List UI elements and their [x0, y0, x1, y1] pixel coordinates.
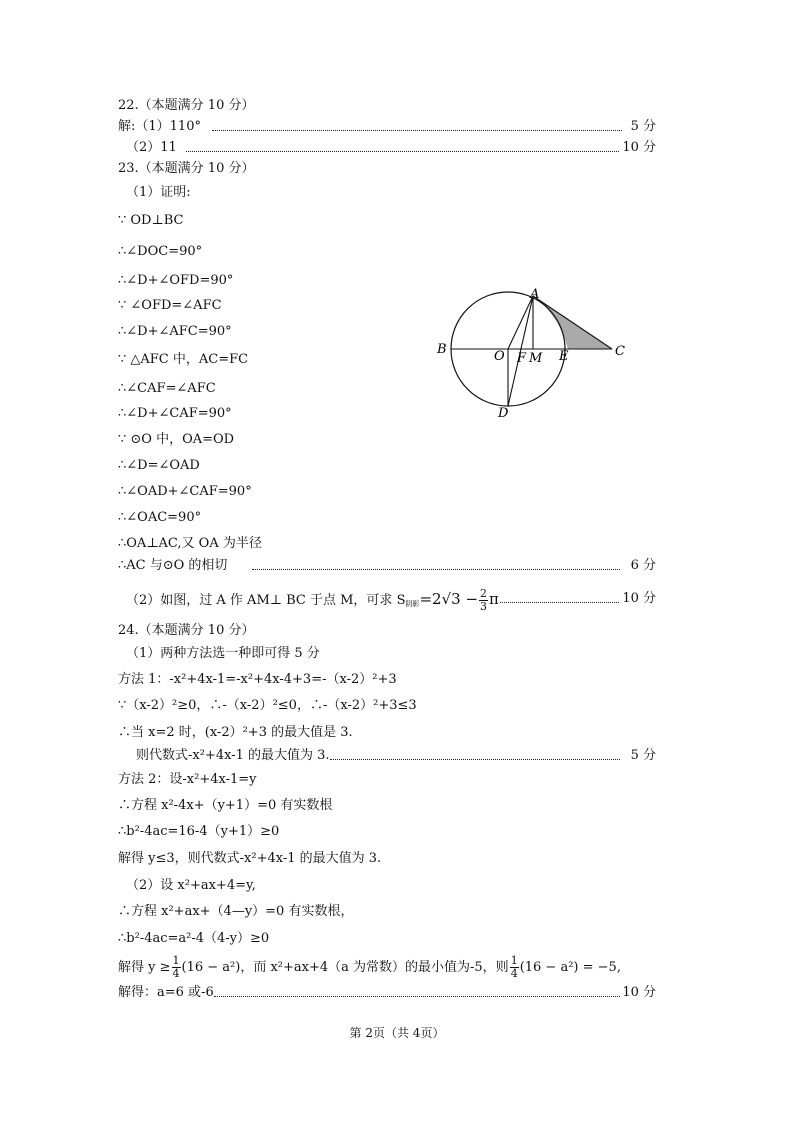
dot-leader: [212, 120, 622, 131]
proof-step: ∵ ∠OFD=∠AFC: [118, 298, 222, 313]
solve-middle: (16 − a²)，而 x²+ax+4（a 为常数）的最小值为-5，则: [181, 960, 509, 975]
q22-answer-1: 解:（1）110°: [118, 119, 201, 134]
dot-leader: [500, 592, 619, 603]
proof-step: ∴OA⊥AC,又 OA 为半径: [118, 536, 262, 551]
proof-step: ∵ △AFC 中，AC=FC: [118, 352, 249, 367]
proof-step: ∵ OD⊥BC: [118, 213, 184, 228]
method1-line: ∴当 x=2 时，(x-2）²+3 的最大值是 3.: [118, 725, 353, 740]
q22-points-1: 5 分: [630, 119, 656, 134]
part2-text: （2）如图，过 A 作 AM⊥ BC 于点 M，可求 S: [126, 593, 406, 608]
q23-part1: （1）证明:: [126, 185, 191, 200]
part2-line: （2）设 x²+ax+4=y,: [126, 878, 256, 893]
dot-leader: [186, 141, 619, 152]
label-f: F: [517, 351, 527, 366]
method2-line: 解得 y≤3，则代数式-x²+4x-1 的最大值为 3.: [118, 851, 382, 866]
method2-line: ∴b²-4ac=16-4（y+1）≥0: [118, 824, 280, 839]
method1-line: 方法 1：-x²+4x-1=-x²+4x-4+3=-（x-2）²+3: [118, 672, 397, 687]
part2-line: ∴方程 x²+ax+（4—y）=0 有实数根，: [118, 904, 354, 919]
part2-solution-line: [118, 955, 621, 980]
method1-line: ∵（x-2）²≥0，∴-（x-2）²≤0，∴-（x-2）²+3≤3: [118, 698, 417, 713]
circle-figure: [430, 280, 640, 430]
proof-step: ∴∠D=∠OAD: [118, 458, 200, 473]
method2-line: ∴方程 x²-4x+（y+1）=0 有实数根: [118, 798, 333, 813]
q23-part2: [126, 588, 499, 613]
label-d: D: [498, 406, 509, 421]
solve-prefix: 解得 y ≥: [118, 960, 171, 975]
proof-step: ∴∠D+∠OFD=90°: [118, 273, 234, 288]
q23-title: 23.（本题满分 10 分）: [118, 161, 255, 176]
label-o: O: [494, 349, 505, 364]
q22-points-2: 10 分: [622, 140, 656, 155]
proof-step: ∴∠D+∠AFC=90°: [118, 324, 232, 339]
q24-title: 24.（本题满分 10 分）: [118, 623, 255, 638]
q24-method1-points: 5 分: [630, 748, 656, 763]
proof-step: ∴∠D+∠CAF=90°: [118, 406, 232, 421]
segment-oa: [508, 296, 533, 349]
part2-equation: =2√3 −: [419, 590, 479, 608]
solve-end: (16 − a²) = −5,: [519, 960, 621, 975]
fraction-denominator: 4: [172, 967, 180, 980]
proof-step: ∴∠DOC=90°: [118, 244, 203, 259]
proof-step: ∴∠OAD+∠CAF=90°: [118, 484, 252, 499]
proof-step: ∴∠OAC=90°: [118, 510, 202, 525]
q23-part2-points: 10 分: [622, 591, 656, 606]
pi-symbol: π: [489, 590, 499, 608]
one-quarter-fraction: [510, 955, 519, 980]
fraction-numerator: 2: [480, 587, 488, 600]
fraction-denominator: 4: [510, 967, 518, 980]
label-e: E: [559, 349, 569, 364]
shaded-subscript: 阴影: [405, 600, 420, 608]
q23-conclusion-points: 6 分: [630, 558, 656, 573]
label-c: C: [615, 344, 625, 359]
q22-title: 22.（本题满分 10 分）: [118, 98, 255, 113]
proof-step: ∴∠CAF=∠AFC: [118, 381, 216, 396]
fraction-numerator: 1: [510, 954, 518, 967]
fraction-numerator: 1: [172, 954, 180, 967]
proof-step: ∵ ⊙O 中，OA=OD: [118, 432, 235, 447]
method1-line: 则代数式-x²+4x-1 的最大值为 3.: [136, 748, 330, 763]
dot-leader: [330, 749, 620, 760]
two-thirds-fraction: [479, 588, 488, 613]
page-footer: 第 2页（共 4页）: [349, 1026, 445, 1040]
final-answer: 解得：a=6 或-6: [118, 985, 214, 1000]
label-m: M: [529, 351, 543, 366]
one-quarter-fraction: [172, 955, 181, 980]
q22-answer-2: （2）11: [126, 140, 177, 155]
fraction-denominator: 3: [480, 600, 488, 613]
part2-line: ∴b²-4ac=a²-4（4-y）≥0: [118, 931, 270, 946]
dot-leader: [252, 559, 620, 570]
method2-line: 方法 2：设-x²+4x-1=y: [118, 772, 257, 787]
dot-leader: [214, 986, 620, 997]
q24-part1: （1）两种方法选一种即可得 5 分: [126, 646, 320, 661]
label-a: A: [530, 287, 540, 302]
q23-conclusion: ∴AC 与⊙O 的相切: [118, 558, 228, 573]
label-b: B: [437, 342, 447, 357]
q24-part2-points: 10 分: [622, 985, 656, 1000]
